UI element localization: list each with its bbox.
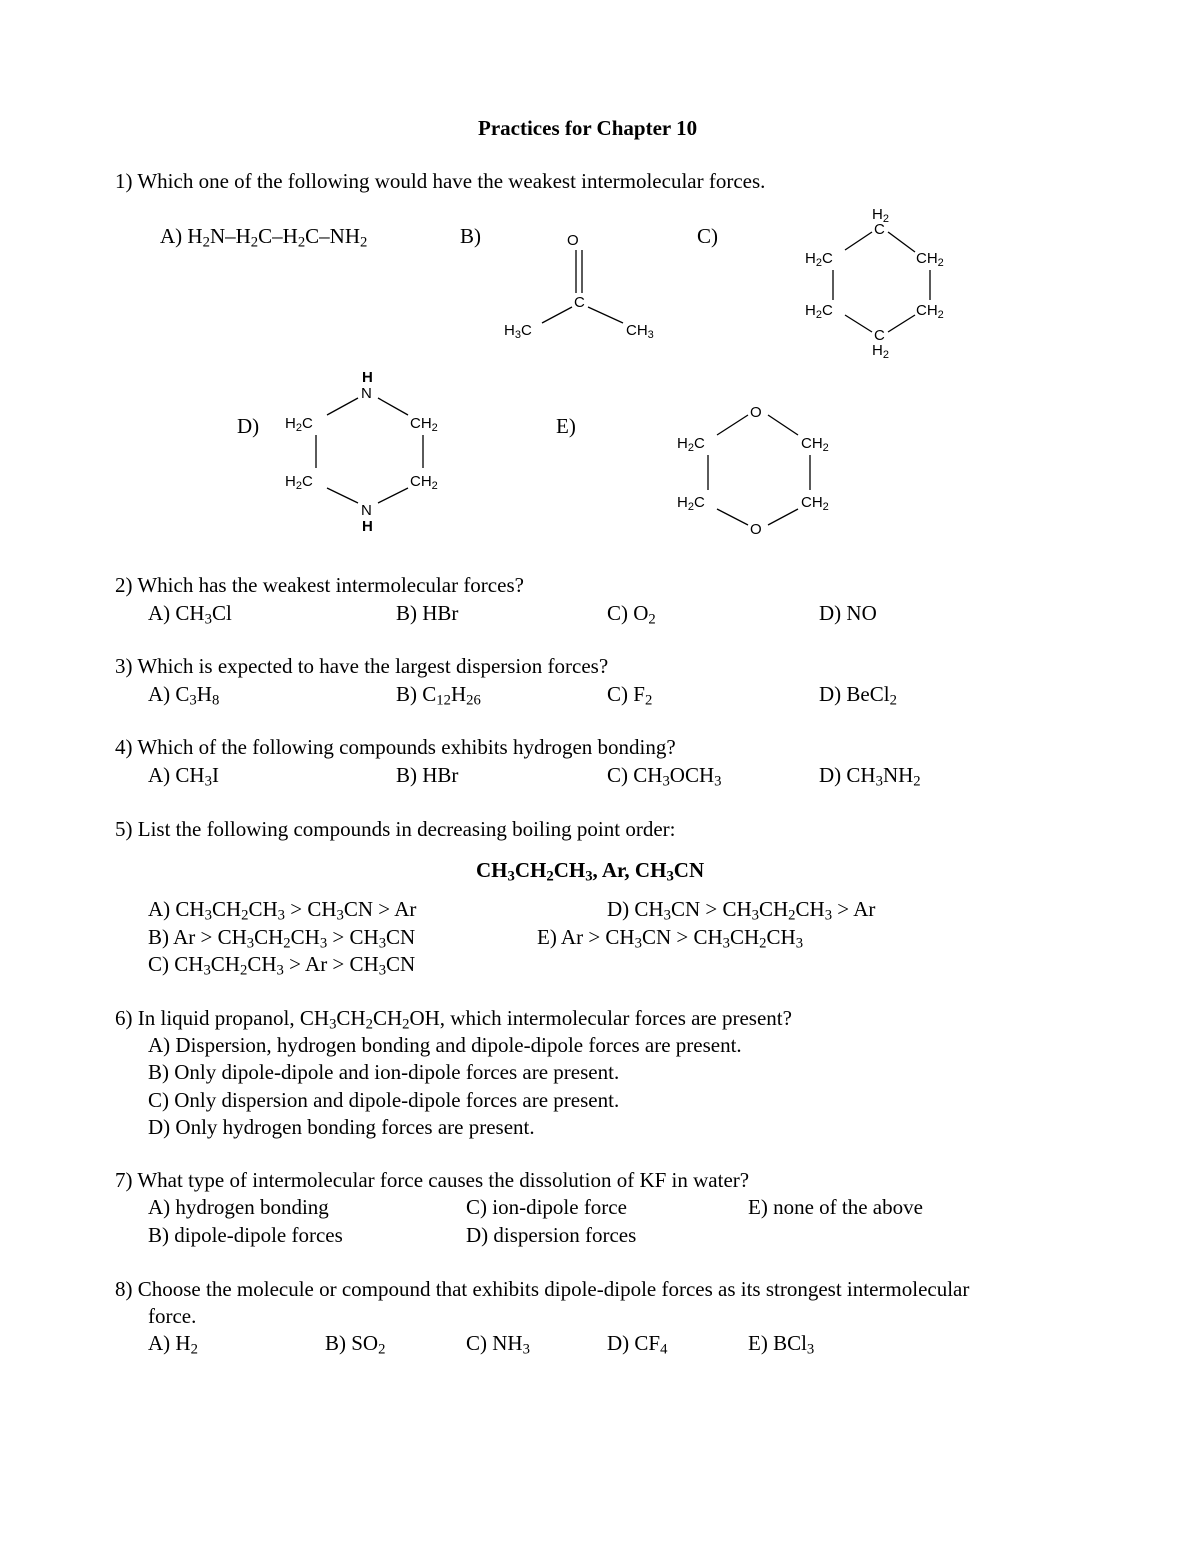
q1-question: 1) Which one of the following would have the weakest intermolecular forces. [115,169,766,193]
mol-d-top-n: N [361,385,372,402]
q3-option-d: D) BeCl$_2$ [819,682,897,709]
mol-b-oxygen: O [567,232,579,249]
q1-option-d-label: D) [237,414,260,438]
q8-option-c: C) $NH_3$ [466,1331,530,1358]
mol-c-top-h2: $H_2$ [872,206,889,225]
q3-option-b: B) $C_{12}H_{26}$ [396,682,481,709]
mol-d-bottom-n: N [361,502,372,519]
q8-option-b: B) $SO_2$ [325,1331,386,1358]
q8-option-e: E) BCl$_3$ [748,1331,815,1358]
q1-option-b-label: B) [460,224,481,248]
molecule-dioxane [670,395,850,545]
q6-option-a: A) Dispersion, hydrogen bonding and dipole-dipole forces are present. [148,1033,742,1057]
mol-e-top-o: O [750,404,762,421]
mol-b-carbon: C [574,294,585,311]
mol-c-lower-right: $CH_2$ [916,302,944,321]
q4-option-b: B) HBr [396,763,459,787]
page-title: Practices for Chapter 10 [478,116,698,140]
mol-c-top-c: C [874,221,885,238]
mol-d-lower-left: $H_2C$ [285,473,313,492]
mol-d-upper-left: $H_2C$ [285,415,313,434]
q6-option-b: B) Only dipole-dipole and ion-dipole forces are present. [148,1060,620,1084]
q7-question: 7) What type of intermolecular force causes the dissolution of KF in water? [115,1168,750,1192]
q4-option-d: D) $CH_3NH_2$ [819,763,921,790]
mol-d-lower-right: $CH_2$ [410,473,438,492]
mol-c-bottom-c: C [874,327,885,344]
q1-option-c-label: C) [697,224,718,248]
q6-option-d: D) Only hydrogen bonding forces are present. [148,1115,535,1139]
q7-option-c: C) ion-dipole force [466,1195,627,1219]
q7-option-b: B) dipole-dipole forces [148,1223,343,1247]
mol-e-bottom-o: O [750,521,762,538]
mol-b-left: $H_3C$ [504,322,532,341]
q5-option-d: D) $CH_3CN > CH_3CH_2CH_3 > Ar$ [607,897,876,924]
q7-option-e: E) none of the above [748,1195,923,1219]
q1-option-a-text: $H_2N-H_2C-H_2C-NH_2$ [187,224,368,251]
q6-option-c: C) Only dispersion and dipole-dipole forces are present. [148,1088,620,1112]
q3-option-c: C) $F_2$ [607,682,653,709]
q6-question: 6) In liquid propanol, $CH_3CH_2CH_2OH$, which intermolecular forces are present? [115,1006,792,1033]
molecule-cyclohexane [800,200,970,365]
mol-d-top-h: H [362,369,373,386]
mol-c-bottom-h2: $H_2$ [872,342,889,361]
q5-option-e: E) $Ar > CH_3CN > CH_3CH_2CH_3$ [537,925,804,952]
molecule-acetone [490,225,680,350]
q8-option-a: A) $H_2$ [148,1331,198,1358]
mol-e-lower-left: $H_2C$ [677,494,705,513]
mol-e-upper-left: $H_2C$ [677,435,705,454]
molecule-piperazine [280,360,460,540]
q1-option-e-label: E) [556,414,576,438]
q4-question: 4) Which of the following compounds exhibits hydrogen bonding? [115,735,676,759]
q2-option-c: C) $O_2$ [607,601,656,628]
q2-option-b: B) HBr [396,601,459,625]
mol-e-upper-right: $CH_2$ [801,435,829,454]
q5-question: 5) List the following compounds in decreasing boiling point order: [115,817,676,841]
q8-question-line1: 8) Choose the molecule or compound that exhibits dipole-dipole forces as its strongest intermolecular [115,1277,970,1301]
mol-e-lower-right: $CH_2$ [801,494,829,513]
mol-d-upper-right: $CH_2$ [410,415,438,434]
q1-option-a-label: A) [160,224,183,248]
q1-option-a [160,224,368,251]
q2-question: 2) Which has the weakest intermolecular forces? [115,573,524,597]
mol-c-upper-left: $H_2C$ [805,250,833,269]
q2-option-d: D) NO [819,601,877,625]
q8-option-d: D) $CF_4$ [607,1331,668,1358]
q8-question-line2: force. [148,1304,197,1328]
mol-c-lower-left: $H_2C$ [805,302,833,321]
q4-option-a: A) $CH_3I$ [148,763,219,790]
mol-c-upper-right: $CH_2$ [916,250,944,269]
q2-option-a: A) $CH_3Cl$ [148,601,232,628]
q7-option-d: D) dispersion forces [466,1223,637,1247]
q3-option-a: A) $C_3H_8$ [148,682,220,709]
q3-question: 3) Which is expected to have the largest dispersion forces? [115,654,609,678]
q7-option-a: A) hydrogen bonding [148,1195,329,1219]
mol-d-bottom-h: H [362,518,373,535]
q5-option-c: C) $CH_3CH_2CH_3 > Ar > CH_3CN$ [148,952,416,979]
q5-option-a: A) $CH_3CH_2CH_3 > CH_3CN > Ar$ [148,897,417,924]
q5-option-b: B) $Ar > CH_3CH_2CH_3 > CH_3CN$ [148,925,416,952]
q4-option-c: C) $CH_3OCH_3$ [607,763,722,790]
mol-b-right: $CH_3$ [626,322,654,341]
q5-compounds: $CH_3CH_2CH_3$, Ar, $CH_3CN$ [476,858,705,885]
